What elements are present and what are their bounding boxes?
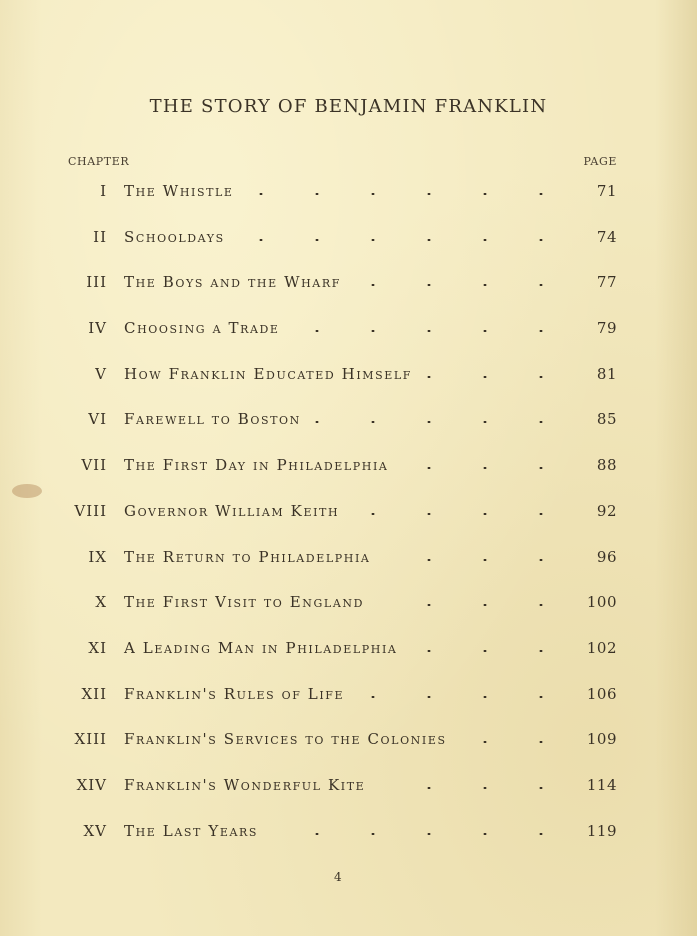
table-of-contents: [0, 176, 697, 861]
chapter-title: Franklin's Wonderful Kite: [124, 775, 366, 794]
dot-leader: [294, 330, 569, 332]
toc-entry: [0, 724, 697, 770]
chapter-page-number: 74: [596, 227, 617, 246]
dot-leader: [461, 741, 569, 743]
chapter-title: Governor William Keith: [124, 501, 340, 520]
chapter-column-header: CHAPTER: [68, 155, 130, 168]
chapter-number: II: [93, 227, 107, 246]
chapter-title: The Last Years: [124, 821, 259, 840]
chapter-number: XV: [83, 821, 107, 840]
chapter-number: I: [100, 182, 107, 200]
dot-leader: [411, 650, 569, 652]
chapter-page-number: 96: [596, 547, 617, 566]
toc-entry: [0, 770, 697, 816]
dot-leader: [315, 421, 569, 423]
dot-leader: [379, 787, 569, 789]
chapter-page-number: 109: [586, 730, 617, 749]
chapter-number: X: [95, 593, 107, 612]
chapter-title: The First Day in Philadelphia: [124, 456, 389, 475]
chapter-number: XIV: [76, 775, 107, 794]
toc-entry: [0, 222, 697, 268]
toc-entry: [0, 679, 697, 725]
chapter-page-number: 81: [596, 364, 617, 383]
dot-leader: [248, 193, 569, 195]
chapter-page-number: 77: [596, 273, 617, 292]
toc-entry: [0, 633, 697, 679]
chapter-page-number: 79: [596, 319, 617, 338]
dot-leader: [384, 559, 569, 561]
chapter-number: VI: [88, 410, 107, 429]
chapter-page-number: 102: [586, 638, 617, 657]
chapter-page-number: 71: [596, 182, 617, 200]
dot-leader: [358, 696, 569, 698]
chapter-title: Franklin's Services to the Colonies: [124, 730, 447, 749]
dot-leader: [353, 513, 569, 515]
toc-entry: [0, 496, 697, 542]
chapter-title: The Boys and the Wharf: [124, 273, 341, 292]
chapter-number: XIII: [74, 730, 107, 749]
chapter-title: The First Visit to England: [124, 593, 365, 612]
page-column-header: PAGE: [583, 155, 617, 168]
chapter-title: The Whistle: [124, 182, 234, 200]
chapter-page-number: 106: [586, 684, 617, 703]
chapter-number: XII: [81, 684, 107, 703]
chapter-page-number: 88: [596, 456, 617, 475]
dot-leader: [426, 376, 569, 378]
chapter-title: Farewell to Boston: [124, 410, 301, 429]
chapter-title: How Franklin Educated Himself: [124, 364, 413, 383]
chapter-number: IX: [88, 547, 107, 566]
dot-leader: [378, 604, 569, 606]
toc-entry: [0, 313, 697, 359]
dot-leader: [402, 467, 569, 469]
chapter-page-number: 119: [586, 821, 617, 840]
chapter-number: VII: [81, 456, 107, 475]
toc-entry: [0, 450, 697, 496]
chapter-page-number: 92: [596, 501, 617, 520]
chapter-number: III: [86, 273, 107, 292]
chapter-title: Franklin's Rules of Life: [124, 684, 345, 703]
toc-entry: [0, 359, 697, 405]
toc-entry: [0, 404, 697, 450]
toc-entry: [0, 267, 697, 313]
chapter-page-number: 85: [596, 410, 617, 429]
chapter-number: V: [95, 364, 107, 383]
chapter-title: The Return to Philadelphia: [124, 547, 371, 566]
chapter-number: XI: [88, 638, 107, 657]
toc-entry: [0, 176, 697, 222]
dot-leader: [272, 833, 569, 835]
chapter-title: Schooldays: [124, 227, 225, 246]
chapter-page-number: 114: [586, 775, 617, 794]
chapter-number: VIII: [74, 501, 107, 520]
toc-entry: [0, 816, 697, 862]
page-folio: 4: [334, 870, 342, 884]
chapter-title: A Leading Man in Philadelphia: [124, 638, 398, 657]
dot-leader: [239, 239, 569, 241]
toc-entry: [0, 542, 697, 588]
toc-entry: [0, 587, 697, 633]
dot-leader: [355, 284, 569, 286]
chapter-number: IV: [88, 319, 107, 338]
page-title: THE STORY OF BENJAMIN FRANKLIN: [149, 96, 548, 117]
chapter-page-number: 100: [586, 593, 617, 612]
chapter-title: Choosing a Trade: [124, 319, 280, 338]
